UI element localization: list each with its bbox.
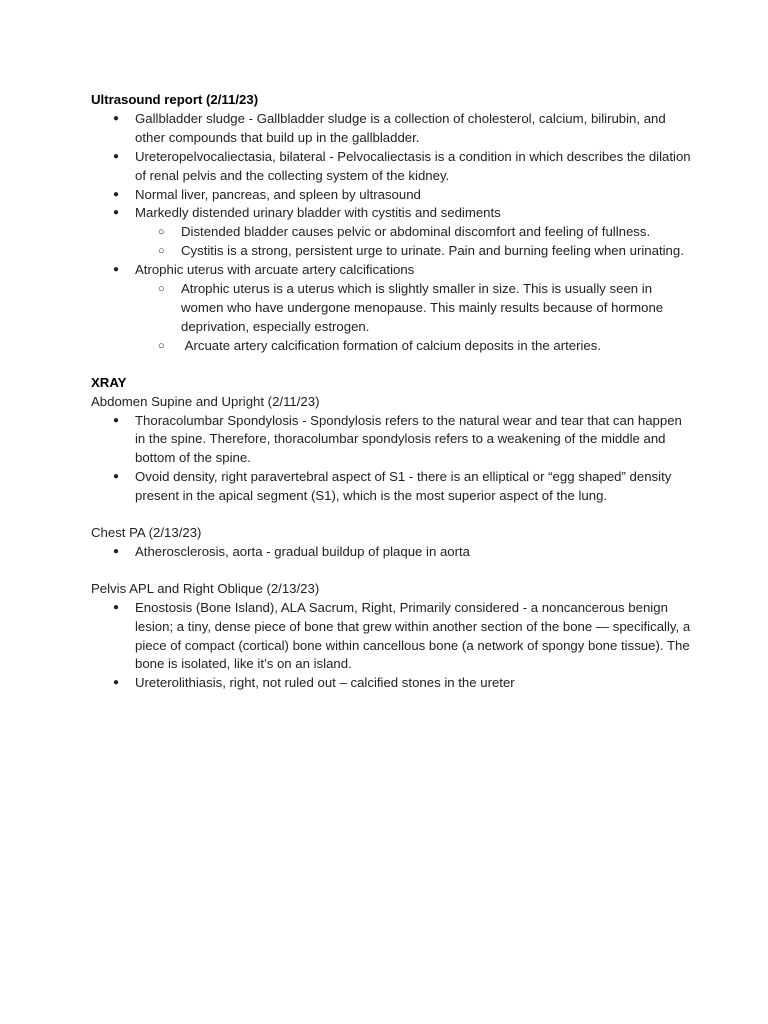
pelvis-subheading: Pelvis APL and Right Oblique (2/13/23)	[91, 580, 320, 596]
abdomen-list	[91, 412, 691, 507]
sub-list-item	[135, 242, 691, 261]
bullet-icon: ●	[113, 414, 120, 426]
bullet-icon: ●	[113, 112, 120, 124]
sub-list-item-text: Arcuate artery calcification formation of calcium deposits in the arteries.	[181, 337, 601, 353]
sub-list	[135, 280, 691, 356]
list-item-text: Enostosis (Bone Island), ALA Sacrum, Right, Primarily considered - a noncancerous benign lesion; a tiny, dense piece of bone that grew within another section of the bone — specifically, a piece of compact (cortical) bone within cancellous bone (a network of spongy bone tissue). The bone is isolated, like it’s on an island.	[135, 599, 691, 672]
chest-subheading: Chest PA (2/13/23)	[91, 525, 202, 541]
list-item-text: Normal liver, pancreas, and spleen by ultrasound	[135, 186, 421, 202]
sub-list-item	[135, 337, 691, 356]
bullet-icon: ●	[113, 677, 120, 689]
section-spacer	[91, 562, 691, 580]
pelvis-list	[91, 599, 691, 694]
list-item-text: Ureteropelvocaliectasia, bilateral - Pelvocaliectasis is a condition in which describes the dilation of renal pelvis and the collecting system of the kidney.	[135, 148, 691, 183]
list-item	[91, 110, 691, 148]
hollow-bullet-icon: ○	[158, 226, 165, 239]
bullet-icon: ●	[113, 264, 120, 276]
list-item	[91, 599, 691, 675]
list-item	[91, 674, 691, 693]
list-item	[91, 468, 691, 506]
abdomen-subheading: Abdomen Supine and Upright (2/11/23)	[91, 393, 320, 409]
list-item-text: Atrophic uterus with arcuate artery calcifications	[135, 262, 415, 278]
sub-list-item	[135, 280, 691, 337]
section-spacer	[91, 506, 691, 524]
list-item-text: Ovoid density, right paravertebral aspect of S1 - there is an elliptical or “egg shaped” density present in the apical segment (S1), which is the most superior aspect of the lung.	[135, 469, 672, 504]
list-item-text: Atherosclerosis, aorta - gradual buildup of plaque in aorta	[135, 543, 471, 559]
list-item	[91, 412, 691, 469]
sub-list-item-text: Atrophic uterus is a uterus which is slightly smaller in size. This is usually seen in women who have undergone menopause. This mainly results because of hormone deprivation, especially estrogen.	[181, 281, 664, 334]
list-item	[91, 543, 691, 562]
list-item	[91, 204, 691, 261]
sub-list	[135, 223, 691, 261]
bullet-icon: ●	[113, 207, 120, 219]
xray-heading: XRAY	[91, 374, 127, 390]
chest-list	[91, 543, 691, 562]
hollow-bullet-icon: ○	[158, 283, 165, 296]
list-item	[91, 261, 691, 356]
list-item-text: Thoracolumbar Spondylosis - Spondylosis refers to the natural wear and tear that can happen in the spine. Therefore, thoracolumbar spondylosis refers to a weakening of the middle and bottom of the spine.	[135, 412, 682, 466]
bullet-icon: ●	[113, 188, 120, 200]
bullet-icon: ●	[113, 601, 120, 613]
ultrasound-list	[91, 110, 691, 356]
list-item	[91, 186, 691, 205]
bullet-icon: ●	[113, 150, 120, 162]
document-body	[91, 91, 691, 693]
list-item-text: Markedly distended urinary bladder with cystitis and sediments	[135, 205, 501, 221]
sub-list-item	[135, 223, 691, 242]
section-spacer	[91, 356, 691, 374]
list-item	[91, 148, 691, 186]
list-item-text: Gallbladder sludge - Gallbladder sludge is a collection of cholesterol, calcium, bilirubin, and other compounds that build up in the gallbladder.	[135, 110, 666, 145]
sub-list-item-text: Cystitis is a strong, persistent urge to urinate. Pain and burning feeling when urinating.	[181, 243, 684, 259]
sub-list-item-text: Distended bladder causes pelvic or abdominal discomfort and feeling of fullness.	[181, 224, 651, 240]
bullet-icon: ●	[113, 545, 120, 557]
hollow-bullet-icon: ○	[158, 339, 165, 352]
list-item-text: Ureterolithiasis, right, not ruled out – calcified stones in the ureter	[135, 675, 515, 691]
bullet-icon: ●	[113, 471, 120, 483]
hollow-bullet-icon: ○	[158, 245, 165, 258]
ultrasound-heading: Ultrasound report (2/11/23)	[91, 92, 259, 107]
